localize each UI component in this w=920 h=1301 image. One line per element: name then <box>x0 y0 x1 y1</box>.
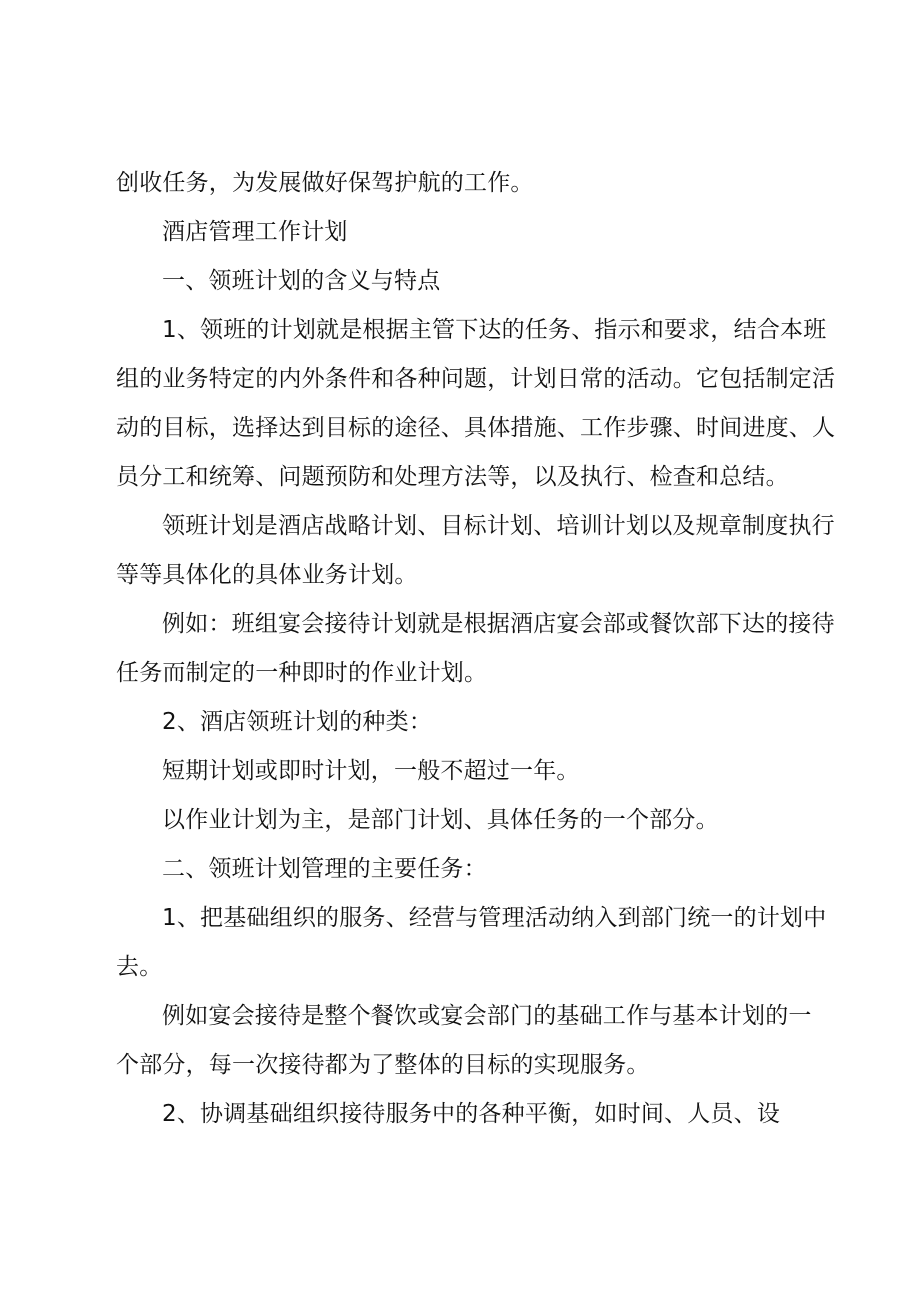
text-line-7: 员分工和统筹、问题预防和处理方法等，以及执行、检查和总结。 <box>116 464 789 490</box>
section-heading: 酒店管理工作计划 <box>162 219 348 245</box>
text-line-13: 短期计划或即时计划，一般不超过一年。 <box>162 758 580 784</box>
text-line-19: 个部分，每一次接待都为了整体的目标的实现服务。 <box>116 1052 650 1078</box>
text-line-16: 1、把基础组织的服务、经营与管理活动纳入到部门统一的计划中 <box>162 905 827 931</box>
text-line-20: 2、协调基础组织接待服务中的各种平衡，如时间、人员、设 <box>162 1101 781 1127</box>
text-line-4: 1、领班的计划就是根据主管下达的任务、指示和要求，结合本班 <box>162 317 827 343</box>
text-line-9: 等等具体化的具体业务计划。 <box>116 562 418 588</box>
text-line-10: 例如：班组宴会接待计划就是根据酒店宴会部或餐饮部下达的接待 <box>162 611 835 637</box>
text-line-5: 组的业务特定的内外条件和各种问题，计划日常的活动。它包括制定活 <box>116 366 836 392</box>
text-line-12: 2、酒店领班计划的种类： <box>162 709 433 735</box>
text-line-18: 例如宴会接待是整个餐饮或宴会部门的基础工作与基本计划的一 <box>162 1003 812 1029</box>
text-line-1: 创收任务，为发展做好保驾护航的工作。 <box>116 170 534 196</box>
text-line-14: 以作业计划为主，是部门计划、具体任务的一个部分。 <box>162 807 719 833</box>
subsection-heading-2: 二、领班计划管理的主要任务： <box>162 856 487 882</box>
text-line-8: 领班计划是酒店战略计划、目标计划、培训计划以及规章制度执行 <box>162 513 835 539</box>
text-line-6: 动的目标，选择达到目标的途径、具体措施、工作步骤、时间进度、人 <box>116 415 836 441</box>
subsection-heading-1: 一、领班计划的含义与特点 <box>162 268 441 294</box>
text-line-11: 任务而制定的一种即时的作业计划。 <box>116 660 488 686</box>
text-line-17: 去。 <box>116 954 163 980</box>
